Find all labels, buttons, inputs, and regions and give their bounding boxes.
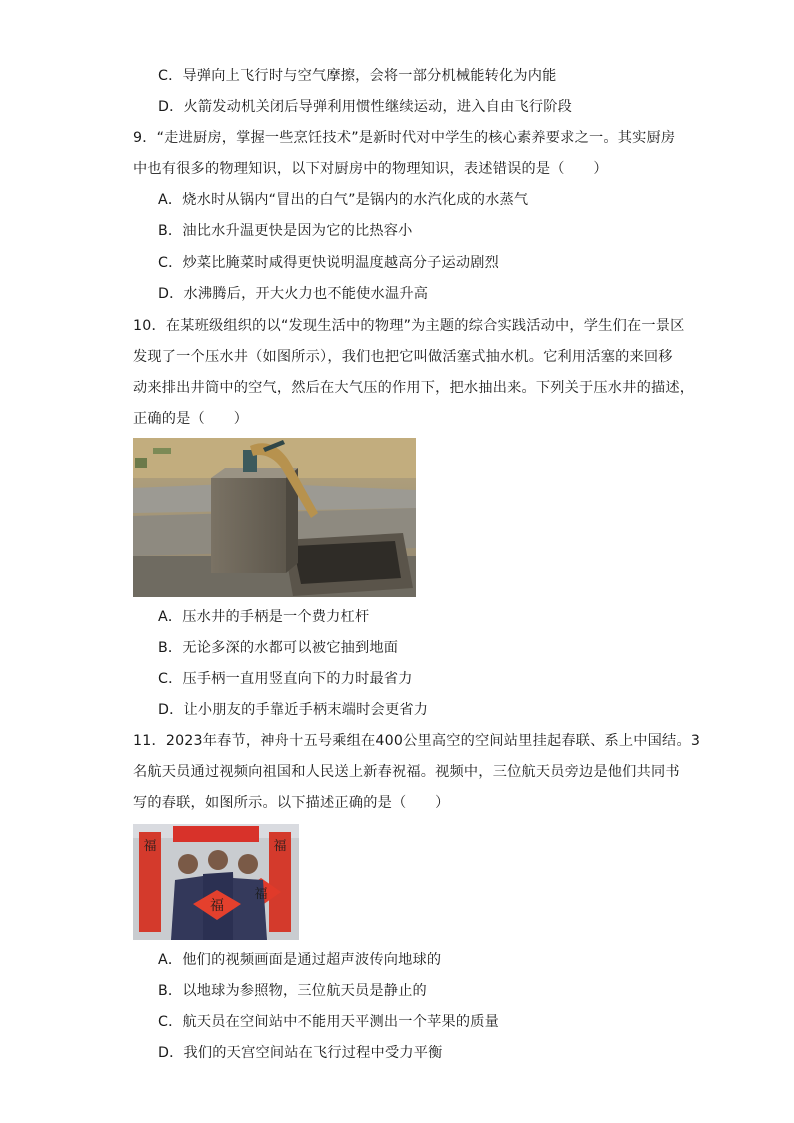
q11-stem-line-1: 11．2023年春节，神舟十五号乘组在400公里高空的空间站里挂起春联、系上中国结。3 <box>133 733 701 749</box>
q11-stem-line-2: 名航天员通过视频向祖国和人民送上新春祝福。视频中，三位航天员旁边是他们共同书 <box>133 764 680 780</box>
q10-stem-line-1: 10．在某班级组织的以“发现生活中的物理”为主题的综合实践活动中，学生们在一景区 <box>133 318 685 334</box>
q10-option-d: D．让小朋友的手靠近手柄末端时会更省力 <box>158 702 429 718</box>
q9-option-d: D．水沸腾后，开大火力也不能使水温升高 <box>158 286 429 302</box>
q11-option-d: D．我们的天宫空间站在飞行过程中受力平衡 <box>158 1045 443 1061</box>
fu-character: 福 <box>254 887 268 902</box>
q10-stem-line-3: 动来排出井筒中的空气，然后在大气压的作用下，把水抽出来。下列关于压水井的描述， <box>133 380 695 396</box>
q10-stem-line-2: 发现了一个压水井（如图所示），我们也把它叫做活塞式抽水机。它利用活塞的来回移 <box>133 349 673 365</box>
q9-option-c: C．炒菜比腌菜时咸得更快说明温度越高分子运动剧烈 <box>158 255 500 271</box>
q9-option-a: A．烧水时从锅内“冒出的白气”是锅内的水汽化成的水蒸气 <box>158 192 529 208</box>
fu-character: 福 <box>210 898 224 914</box>
q10-stem-line-4: 正确的是（ ） <box>133 411 249 427</box>
q10-option-b: B．无论多深的水都可以被它抽到地面 <box>158 640 399 656</box>
astronauts-spring-couplets-photo <box>133 824 299 940</box>
q8-option-d: D．火箭发动机关闭后导弹利用惯性继续运动，进入自由飞行阶段 <box>158 99 572 115</box>
q11-stem-line-3: 写的春联，如图所示。以下描述正确的是（ ） <box>133 795 450 811</box>
fu-character: 福 <box>273 839 287 854</box>
q9-stem-line-2: 中也有很多的物理知识，以下对厨房中的物理知识，表述错误的是（ ） <box>133 161 608 177</box>
q9-stem-line-1: 9．“走进厨房，掌握一些烹饪技术”是新时代对中学生的核心素养要求之一。其实厨房 <box>133 130 676 146</box>
q10-option-a: A．压水井的手柄是一个费力杠杆 <box>158 609 370 625</box>
q8-option-c: C．导弹向上飞行时与空气摩擦，会将一部分机械能转化为内能 <box>158 68 557 84</box>
q11-option-c: C．航天员在空间站中不能用天平测出一个苹果的质量 <box>158 1014 500 1030</box>
q9-option-b: B．油比水升温更快是因为它的比热容小 <box>158 223 413 239</box>
water-pump-photo <box>133 438 416 597</box>
fu-character: 福 <box>143 839 157 854</box>
q11-option-a: A．他们的视频画面是通过超声波传向地球的 <box>158 952 442 968</box>
q10-option-c: C．压手柄一直用竖直向下的力时最省力 <box>158 671 413 687</box>
q11-option-b: B．以地球为参照物，三位航天员是静止的 <box>158 983 427 999</box>
